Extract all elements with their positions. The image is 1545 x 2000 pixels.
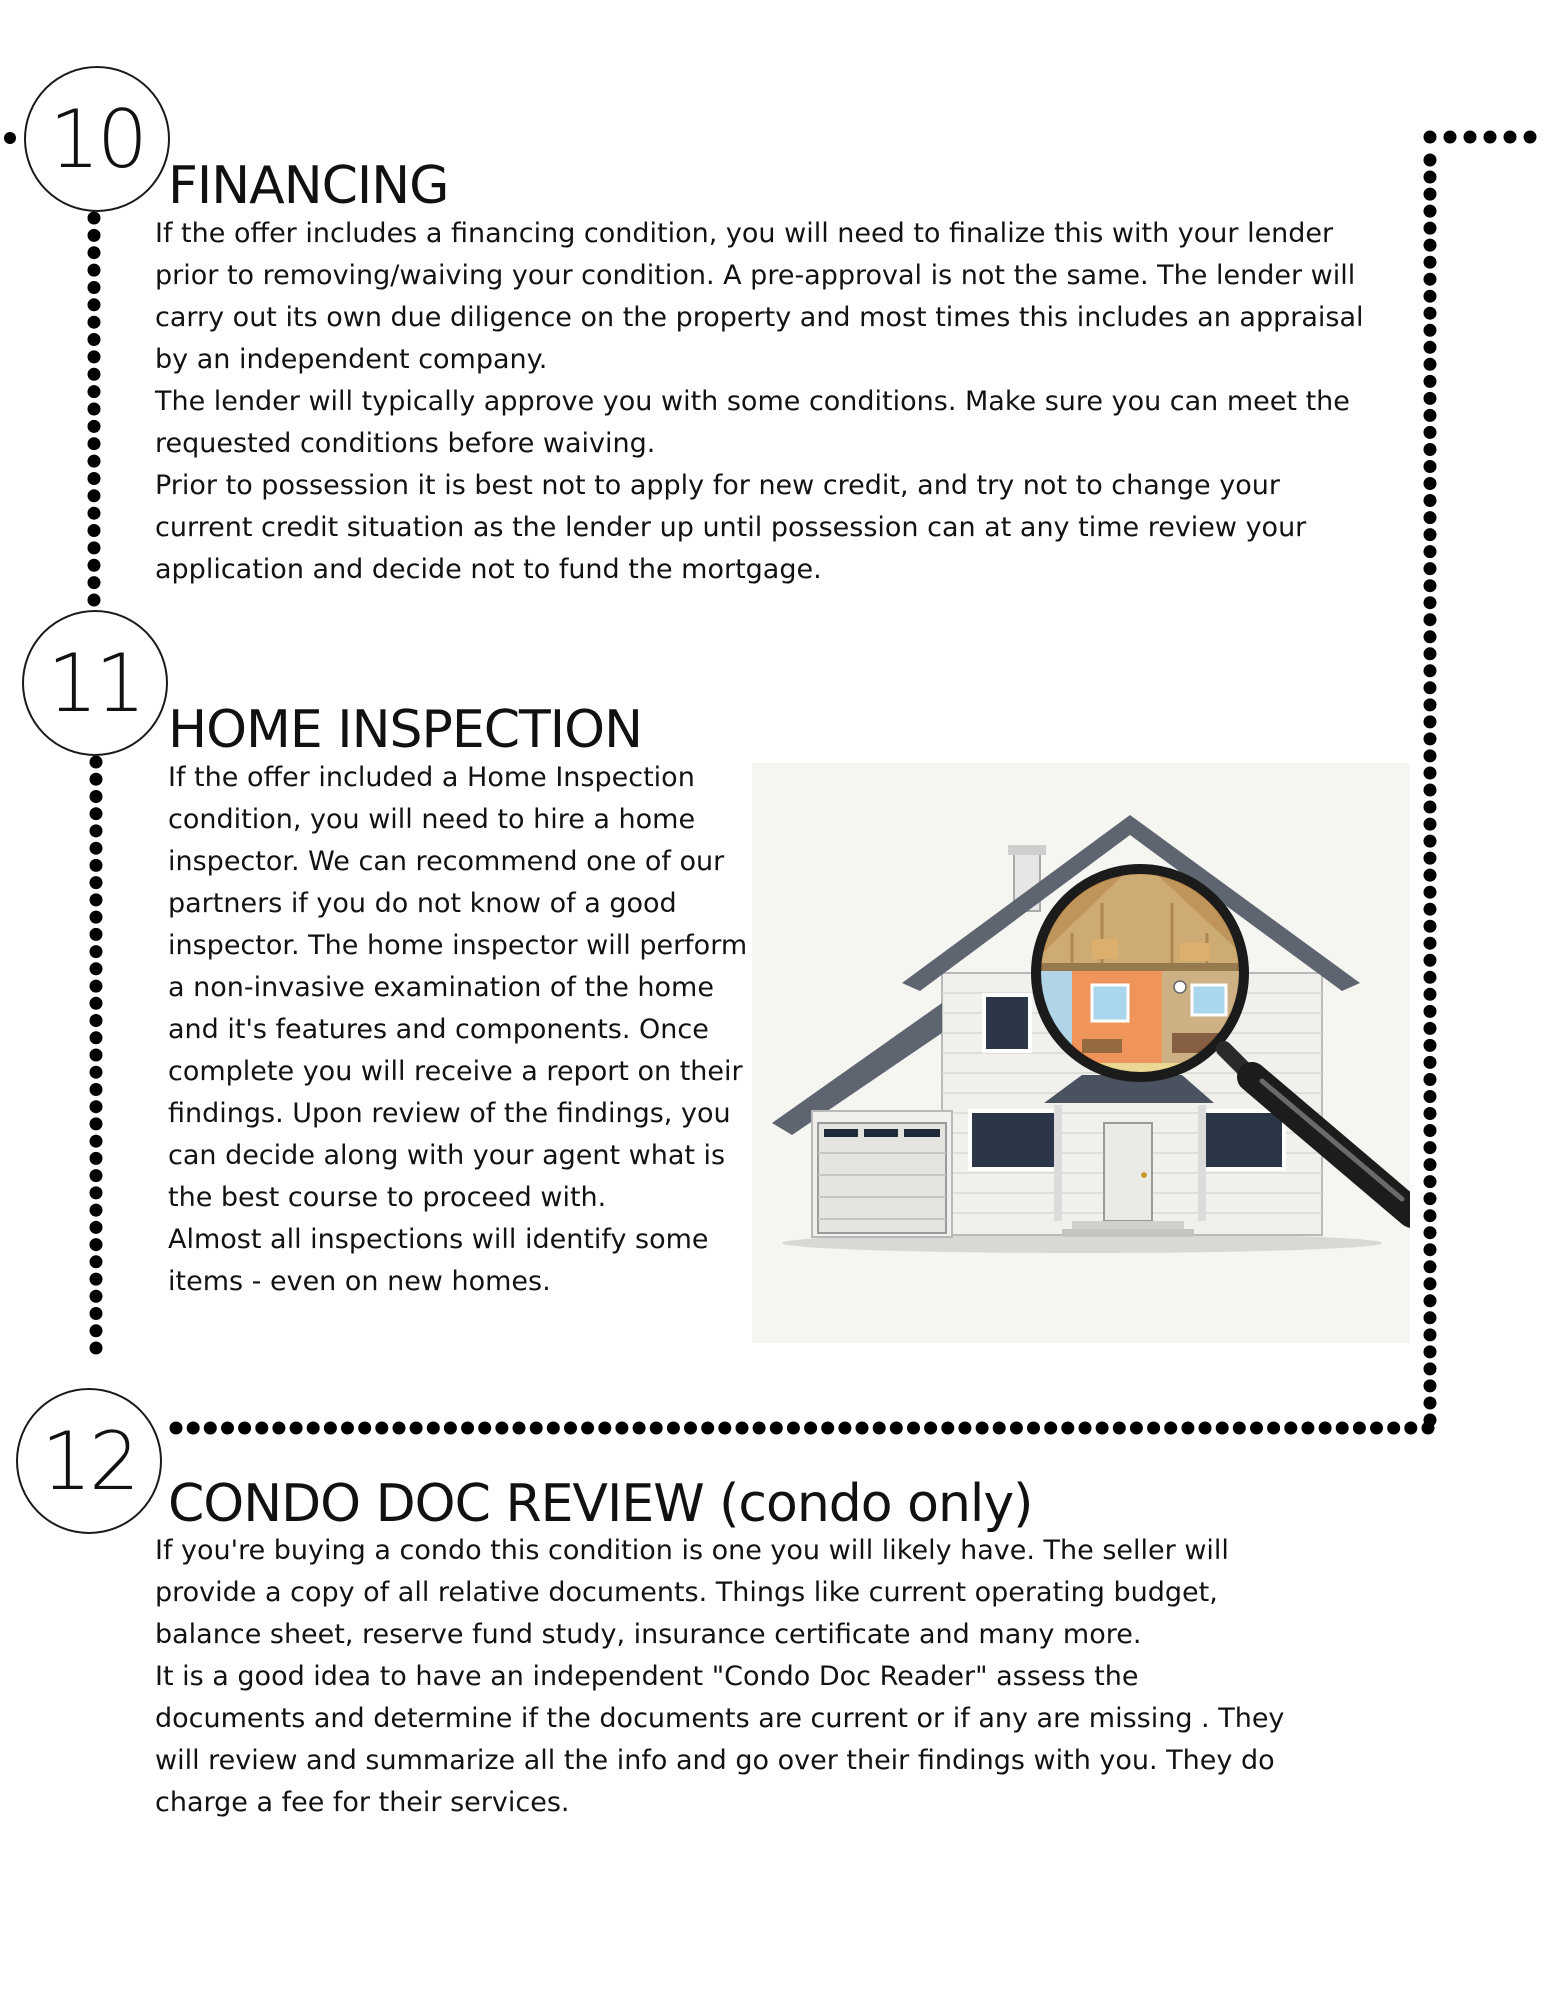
condo-doc-review-paragraph: If you're buying a condo this condition is one you will likely have. The seller will provide a copy of all relative documents. Things like current operating budget, balance sheet, reserve fund study, insurance certificate and many more.	[155, 1535, 1229, 1650]
financing-paragraph: If the offer includes a financing condition, you will need to finalize this with your lender prior to removing/waiving your condition. A pre-approval is not the same. The lender will carry out its own due diligence on the property and most times this includes an appraisal by an independent company.	[155, 218, 1364, 375]
financing-paragraph: Prior to possession it is best not to apply for new credit, and try not to change your current credit situation as the lender up until possession can at any time review your application and decide not to fund the mortgage.	[155, 470, 1307, 585]
house-magnifying-glass-icon	[752, 763, 1410, 1343]
house-inspection-illustration	[752, 763, 1410, 1343]
home-inspection-paragraph: If the offer included a Home Inspection condition, you will need to hire a home inspector. We can recommend one of our partners if you do not know of a good inspector. The home inspector will perform a non-invasive examination of the home and it's features and components. Once complete you will receive a report on their findings. Upon review of the findings, you can decide along with your agent what is the best course to proceed with.	[168, 762, 748, 1213]
condo-doc-review-paragraph: It is a good idea to have an independent "Condo Doc Reader" assess the documents and determine if the documents are current or if any are missing . They will review and summarize all the info and go over their findings with you. They do charge a fee for their services.	[155, 1661, 1285, 1818]
step-number-12: 12	[16, 1388, 162, 1534]
financing-paragraph: The lender will typically approve you with some conditions. Make sure you can meet the requested conditions before waiving.	[155, 386, 1350, 459]
section-title-condo-doc-review: CONDO DOC REVIEW (condo only)	[168, 1474, 1033, 1534]
step-number-11: 11	[22, 610, 168, 756]
section-title-financing: FINANCING	[168, 156, 449, 216]
home-inspection-paragraph: Almost all inspections will identify some items - even on new homes.	[168, 1224, 709, 1297]
condo-doc-review-body	[155, 1530, 1295, 1824]
section-title-home-inspection: HOME INSPECTION	[168, 700, 642, 760]
step-number-10: 10	[24, 66, 170, 212]
home-inspection-body	[168, 757, 748, 1303]
financing-body	[155, 213, 1370, 591]
